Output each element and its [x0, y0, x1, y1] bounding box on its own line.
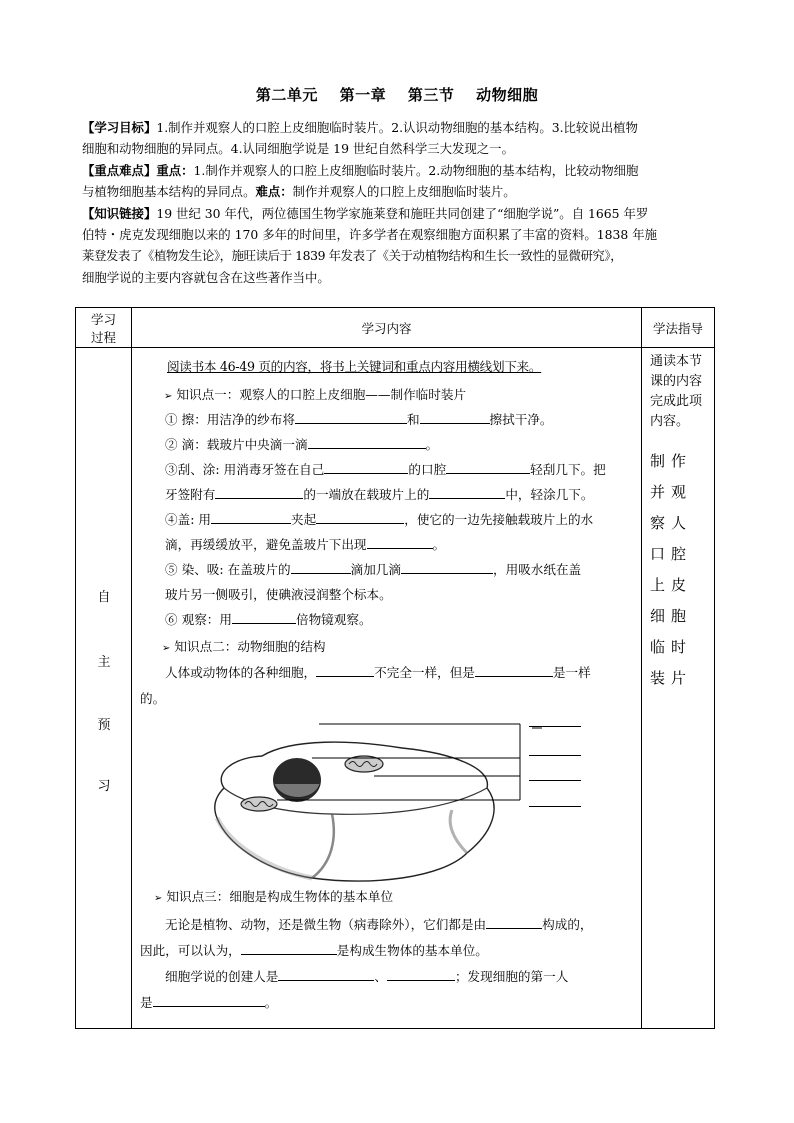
intro-block	[82, 117, 714, 288]
header-process-a: 学习	[90, 311, 116, 327]
kp3-i: 。	[264, 995, 278, 1010]
links-line-3: 莱登发表了《植物发生论》，施旺读后于 1839 年发表了《关于动植物结构和生长一致性的显微研究》，	[82, 248, 623, 264]
side-label-cell	[76, 348, 132, 1029]
kp1-heading	[164, 384, 466, 403]
kp3-b: 构成的，	[542, 917, 593, 932]
diagram-blank-1[interactable]	[529, 726, 581, 727]
study-table	[75, 307, 715, 1029]
zd-label: 重点：	[156, 162, 194, 178]
header-process-b: 过程	[90, 329, 116, 345]
step-3-line-1	[165, 459, 606, 478]
arrow-bullet-icon: ➢	[162, 643, 171, 654]
header-content: 学习内容	[132, 308, 642, 348]
links-line-4: 细胞学说的主要内容就包含在这些著作当中。	[82, 269, 330, 285]
goals-text-1: 1.制作并观察人的口腔上皮细胞临时装片。2.认识动物细胞的基本结构。3.比较说出植物	[156, 120, 638, 135]
blank[interactable]	[153, 993, 265, 1007]
cell-drawing	[215, 742, 494, 881]
blank[interactable]	[295, 410, 407, 424]
guide-cell	[642, 348, 715, 1029]
keypoints-line-2	[82, 181, 714, 202]
guide-text	[642, 348, 714, 694]
goals-label: 【学习目标】	[82, 120, 157, 135]
kp3-h: 是	[140, 995, 153, 1010]
blank[interactable]	[429, 485, 505, 499]
blank[interactable]	[316, 510, 404, 524]
kp3-c: 因此，可以认为，	[140, 943, 241, 958]
title-unit: 第二单元	[255, 86, 318, 104]
step-3-b: 的口腔	[408, 462, 447, 477]
blank[interactable]	[367, 535, 433, 549]
kp3-a: 无论是植物、动物，还是微生物（病毒除外），它们都是由	[165, 917, 487, 932]
kp3-text: 知识点三：细胞是构成生物体的基本单位	[166, 889, 394, 904]
arrow-bullet-icon: ➢	[154, 893, 163, 904]
guide-note-2: 制作并观察人口腔上皮细胞临时装片	[650, 452, 693, 687]
title-topic: 动物细胞	[476, 86, 539, 104]
nd-label: 难点：	[255, 184, 293, 200]
blank[interactable]	[324, 460, 408, 474]
keypoints-label: 【重点难点】	[82, 162, 157, 178]
blank[interactable]	[387, 967, 455, 981]
step-4-b: 夹起	[291, 512, 317, 527]
links-label: 【知识链接】	[82, 205, 157, 221]
step-6-a: ⑥ 观察：用	[165, 612, 232, 627]
kp3-f: 、	[374, 969, 387, 984]
side-char-3: 预	[97, 718, 111, 733]
blank[interactable]	[308, 435, 426, 449]
blank[interactable]	[446, 460, 530, 474]
kp3-line-2	[140, 940, 488, 959]
step-3-a: ③刮、涂: 用消毒牙签在自己	[165, 462, 325, 477]
side-char-2: 主	[97, 655, 111, 670]
blank[interactable]	[486, 915, 542, 929]
kp3-e: 细胞学说的创建人是	[165, 969, 279, 984]
kp2-text: 知识点二：动物细胞的结构	[174, 639, 326, 654]
kp1-text: 知识点一：观察人的口腔上皮细胞——制作临时装片	[176, 387, 467, 402]
blank[interactable]	[278, 967, 374, 981]
page-title	[0, 84, 794, 105]
blank[interactable]	[211, 510, 291, 524]
header-process	[76, 308, 132, 348]
reading-instruction: 阅读书本 46-49 页的内容，将书上关键词和重点内容用横线划下来。	[167, 359, 542, 374]
links-text-1: 19 世纪 30 年代，两位德国生物学家施莱登和施旺共同创建了“细胞学说”。自 1665 年罗	[156, 205, 649, 221]
links-line-1	[82, 203, 714, 224]
step-1-b: 和	[406, 412, 420, 427]
step-3-d: 牙签附有	[165, 487, 216, 502]
keypoints-text-2b: 制作并观察人的口腔上皮细胞临时装片。	[292, 184, 516, 200]
header-guide: 学法指导	[642, 308, 715, 348]
step-4-line-1	[165, 509, 593, 528]
guide-note-1: 通读本节课的内容完成此项内容。	[650, 354, 703, 429]
kp2-b: 不完全一样，但是	[374, 665, 475, 680]
kp3-heading	[154, 886, 393, 905]
step-4-a: ④盖: 用	[165, 512, 212, 527]
step-6	[165, 609, 372, 628]
blank[interactable]	[291, 560, 351, 574]
side-char-1: 自	[97, 590, 111, 605]
kp3-g: ；发现细胞的第一人	[454, 969, 569, 984]
arrow-bullet-icon: ➢	[164, 391, 173, 402]
content-cell	[132, 348, 642, 1029]
title-section: 第三节	[407, 86, 455, 104]
step-5-c: ，用吸水纸在盖	[492, 562, 582, 577]
step-4-d: 滴，再缓缓放平，避免盖玻片下出现	[165, 537, 367, 552]
blank[interactable]	[215, 485, 303, 499]
kp2-heading	[162, 636, 326, 655]
step-4-c: ，使它的一边先接触载玻片上的水	[404, 512, 594, 527]
step-2-b: 。	[425, 437, 439, 452]
step-5-line-1	[165, 559, 581, 578]
step-1	[165, 409, 553, 428]
kp2-a: 人体或动物体的各种细胞，	[165, 665, 317, 680]
step-3-e: 的一端放在载玻片上的	[303, 487, 430, 502]
blank[interactable]	[420, 410, 490, 424]
goals-line-1	[82, 117, 714, 138]
keypoints-text-2a: 与植物细胞基本结构的异同点。	[82, 184, 256, 200]
diagram-blank-4[interactable]	[529, 806, 581, 807]
diagram-blank-3[interactable]	[529, 780, 581, 781]
kp2-c: 是一样	[552, 665, 591, 680]
step-3-line-2	[165, 484, 593, 503]
step-2-a: ② 滴：载玻片中央滴一滴	[165, 437, 308, 452]
step-1-a: ① 擦：用洁净的纱布将	[165, 412, 295, 427]
step-5-b: 滴加几滴	[350, 562, 401, 577]
blank[interactable]	[232, 610, 296, 624]
animal-cell-diagram	[202, 718, 542, 890]
step-4-e: 。	[432, 537, 446, 552]
blank[interactable]	[475, 663, 553, 677]
title-chapter: 第一章	[339, 86, 387, 104]
blank[interactable]	[316, 663, 374, 677]
kp3-line-4	[140, 992, 277, 1011]
step-1-c: 擦拭干净。	[489, 412, 553, 427]
step-5-line-2: 玻片另一侧吸引，使碘液浸润整个标本。	[165, 587, 392, 602]
goals-line-2: 细胞和动物细胞的异同点。4.认同细胞学说是 19 世纪自然科学三大发现之一。	[82, 141, 514, 157]
step-3-f: 中，轻涂几下。	[505, 487, 594, 502]
links-line-2: 伯特・虎克发现细胞以来的 170 多年的时间里，许多学者在观察细胞方面积累了丰富的资料。1838 年施	[82, 227, 658, 243]
kp3-d: 是构成生物体的基本单位。	[336, 943, 488, 958]
step-4-line-2	[165, 534, 445, 553]
keypoints-text-1: 1.制作并观察人的口腔上皮细胞临时装片。2.动物细胞的基本结构，比较动物细胞	[193, 162, 639, 178]
kp2-line-2: 的。	[140, 691, 166, 706]
kp3-line-3	[165, 966, 568, 985]
blank[interactable]	[401, 560, 493, 574]
kp2-line-1	[165, 662, 591, 681]
side-char-4: 习	[97, 779, 111, 794]
step-5-a: ⑤ 染、吸: 在盖玻片的	[165, 562, 291, 577]
kp3-line-1	[165, 914, 593, 933]
step-6-b: 倍物镜观察。	[295, 612, 372, 627]
step-3-c: 轻刮几下。把	[530, 462, 606, 477]
blank[interactable]	[241, 941, 337, 955]
step-2	[165, 434, 438, 453]
diagram-blank-2[interactable]	[529, 755, 581, 756]
keypoints-line-1	[82, 160, 714, 181]
